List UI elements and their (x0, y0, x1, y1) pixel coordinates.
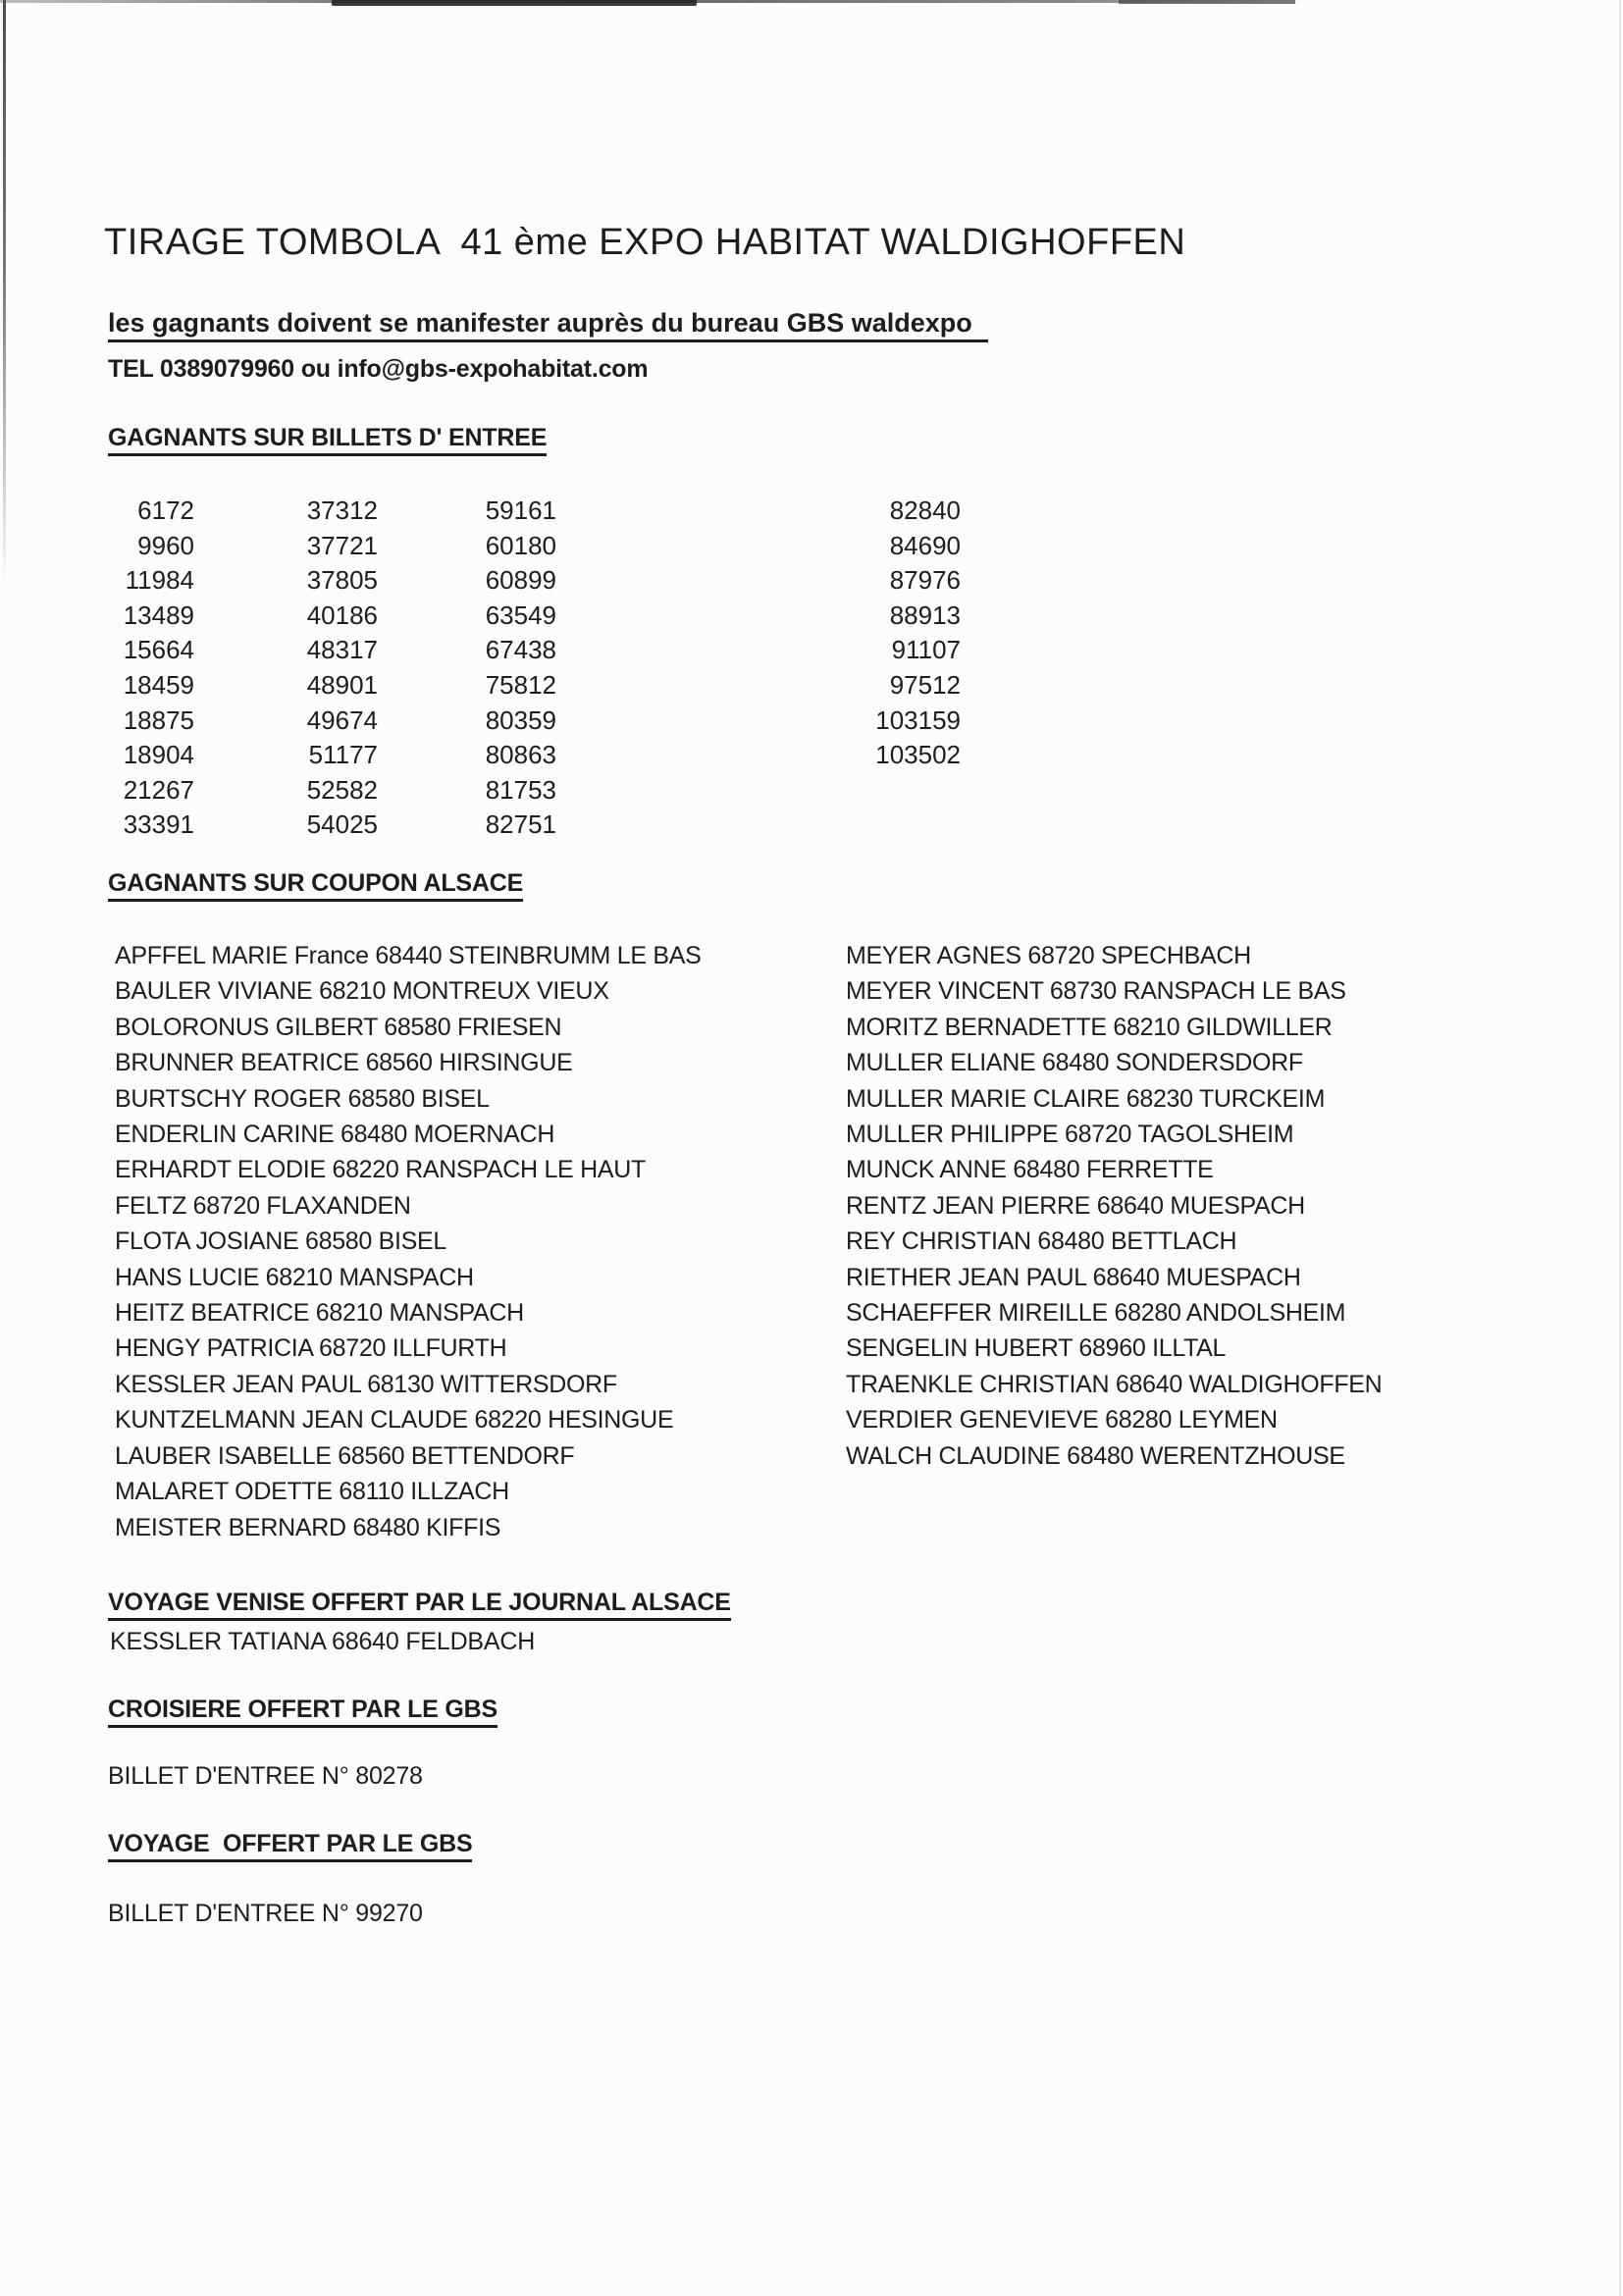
winner-entry: MEYER VINCENT 68730 RANSPACH LE BAS (846, 977, 1346, 1006)
winner-entry: SCHAEFFER MIREILLE 68280 ANDOLSHEIM (846, 1299, 1346, 1328)
ticket-number: 15664 (123, 635, 194, 665)
ticket-number: 82751 (485, 809, 556, 840)
ticket-number: 54025 (306, 809, 378, 840)
winner-entry: MULLER MARIE CLAIRE 68230 TURCKEIM (846, 1084, 1326, 1113)
ticket-number: 87976 (889, 565, 961, 596)
ticket-number: 59161 (485, 496, 556, 525)
ticket-numbers-column-1 (57, 494, 194, 843)
winner-entry: FLOTA JOSIANE 68580 BISEL (115, 1227, 447, 1256)
ticket-number: 63549 (485, 600, 556, 630)
ticket-numbers-column-2 (240, 494, 378, 843)
scan-artifact-top-dark (332, 0, 697, 6)
document-title: TIRAGE TOMBOLA 41 ème EXPO HABITAT WALDIGHOFFEN (104, 222, 1186, 263)
scan-artifact-right-edge (1619, 0, 1621, 2296)
winner-entry: APFFEL MARIE France 68440 STEINBRUMM LE BAS (115, 942, 702, 969)
winner-entry: WALCH CLAUDINE 68480 WERENTZHOUSE (846, 1441, 1345, 1470)
winner-entry: MULLER ELIANE 68480 SONDERSDORF (846, 1049, 1303, 1077)
ticket-number: 37721 (306, 530, 378, 560)
winner-entry: TRAENKLE CHRISTIAN 68640 WALDIGHOFFEN (846, 1370, 1383, 1398)
winner-entry: KUNTZELMANN JEAN CLAUDE 68220 HESINGUE (115, 1406, 674, 1435)
section-heading-tickets-text: GAGNANTS SUR BILLETS D' ENTREE (108, 424, 547, 456)
ticket-number: 13489 (123, 600, 194, 630)
winner-entry: ENDERLIN CARINE 68480 MOERNACH (115, 1121, 555, 1149)
winner-entry: HENGY PATRICIA 68720 ILLFURTH (115, 1334, 507, 1363)
winner-entry: HANS LUCIE 68210 MANSPACH (115, 1263, 474, 1291)
winner-entry: RENTZ JEAN PIERRE 68640 MUESPACH (846, 1191, 1305, 1220)
section-heading-tickets (108, 424, 547, 452)
section-heading-voyage (108, 1830, 472, 1858)
winner-entry: MALARET ODETTE 68110 ILLZACH (115, 1478, 509, 1506)
ticket-numbers-column-4 (823, 494, 961, 773)
winner-entry: HEITZ BEATRICE 68210 MANSPACH (115, 1299, 524, 1328)
section-heading-voyage-text: VOYAGE OFFERT PAR LE GBS (108, 1830, 472, 1862)
ticket-number: 49674 (306, 704, 378, 735)
ticket-number: 48901 (306, 669, 378, 700)
winner-entry: KESSLER JEAN PAUL 68130 WITTERSDORF (115, 1370, 617, 1398)
ticket-number: 60180 (485, 530, 556, 560)
ticket-number: 103159 (875, 704, 961, 735)
winner-entry: MEISTER BERNARD 68480 KIFFIS (115, 1513, 501, 1541)
ticket-number: 21267 (123, 774, 194, 805)
winner-entry: ERHARDT ELODIE 68220 RANSPACH LE HAUT (115, 1156, 646, 1184)
section-heading-venise (108, 1589, 731, 1617)
ticket-number: 11984 (125, 565, 194, 596)
ticket-number: 60899 (485, 565, 556, 596)
section-heading-croisiere (108, 1696, 497, 1724)
winner-entry: LAUBER ISABELLE 68560 BETTENDORF (115, 1441, 575, 1470)
ticket-number: 52582 (306, 774, 378, 805)
section-heading-venise-text: VOYAGE VENISE OFFERT PAR LE JOURNAL ALSACE (108, 1589, 731, 1621)
ticket-number: 91107 (891, 635, 961, 665)
ticket-number: 48317 (306, 635, 378, 665)
ticket-number: 80359 (485, 704, 556, 735)
winner-entry: FELTZ 68720 FLAXANDEN (115, 1191, 411, 1220)
ticket-number: 18875 (123, 704, 194, 735)
ticket-number: 6172 (137, 496, 194, 525)
ticket-number: 18459 (123, 669, 194, 700)
winner-entry: REY CHRISTIAN 68480 BETTLACH (846, 1227, 1237, 1256)
voyage-winner: BILLET D'ENTREE N° 99270 (108, 1900, 423, 1927)
scan-artifact-top-dark-right (1119, 0, 1295, 4)
winners-notice-text: les gagnants doivent se manifester auprès du bureau GBS waldexpo (108, 308, 988, 342)
winner-entry: MEYER AGNES 68720 SPECHBACH (846, 942, 1251, 969)
ticket-number: 97512 (889, 669, 961, 700)
winner-entry: MUNCK ANNE 68480 FERRETTE (846, 1156, 1214, 1184)
ticket-number: 88913 (889, 600, 961, 630)
croisiere-winner: BILLET D'ENTREE N° 80278 (108, 1762, 423, 1790)
winner-entry: VERDIER GENEVIEVE 68280 LEYMEN (846, 1406, 1278, 1435)
coupon-winners-column-right (846, 938, 1382, 1474)
winner-entry: MORITZ BERNADETTE 68210 GILDWILLER (846, 1013, 1333, 1041)
winner-entry: BAULER VIVIANE 68210 MONTREUX VIEUX (115, 977, 609, 1006)
winner-entry: SENGELIN HUBERT 68960 ILLTAL (846, 1334, 1227, 1363)
ticket-number: 51177 (308, 740, 378, 770)
ticket-number: 67438 (485, 635, 556, 665)
venise-winner: KESSLER TATIANA 68640 FELDBACH (110, 1628, 536, 1655)
winner-entry: RIETHER JEAN PAUL 68640 MUESPACH (846, 1263, 1301, 1291)
ticket-numbers-column-3 (419, 494, 556, 843)
scan-artifact-left-edge (3, 0, 6, 589)
section-heading-coupon (108, 869, 523, 898)
coupon-winners-column-left (115, 938, 701, 1545)
ticket-number: 33391 (123, 809, 194, 840)
ticket-number: 9960 (137, 530, 194, 560)
section-heading-coupon-text: GAGNANTS SUR COUPON ALSACE (108, 869, 523, 902)
ticket-number: 84690 (889, 530, 961, 560)
ticket-number: 75812 (485, 669, 556, 700)
ticket-number: 81753 (485, 774, 556, 805)
ticket-number: 37805 (306, 565, 378, 596)
winner-entry: BURTSCHY ROGER 68580 BISEL (115, 1084, 490, 1113)
winner-entry: BRUNNER BEATRICE 68560 HIRSINGUE (115, 1049, 573, 1077)
winners-notice (108, 308, 988, 339)
ticket-number: 40186 (306, 600, 378, 630)
ticket-number: 37312 (306, 496, 378, 525)
ticket-number: 82840 (889, 496, 961, 525)
ticket-number: 103502 (875, 740, 961, 770)
section-heading-croisiere-text: CROISIERE OFFERT PAR LE GBS (108, 1696, 497, 1728)
ticket-number: 80863 (485, 740, 556, 770)
ticket-number: 18904 (123, 740, 194, 770)
winner-entry: MULLER PHILIPPE 68720 TAGOLSHEIM (846, 1121, 1294, 1149)
contact-info: TEL 0389079960 ou info@gbs-expohabitat.com (108, 355, 649, 383)
winner-entry: BOLORONUS GILBERT 68580 FRIESEN (115, 1013, 562, 1041)
